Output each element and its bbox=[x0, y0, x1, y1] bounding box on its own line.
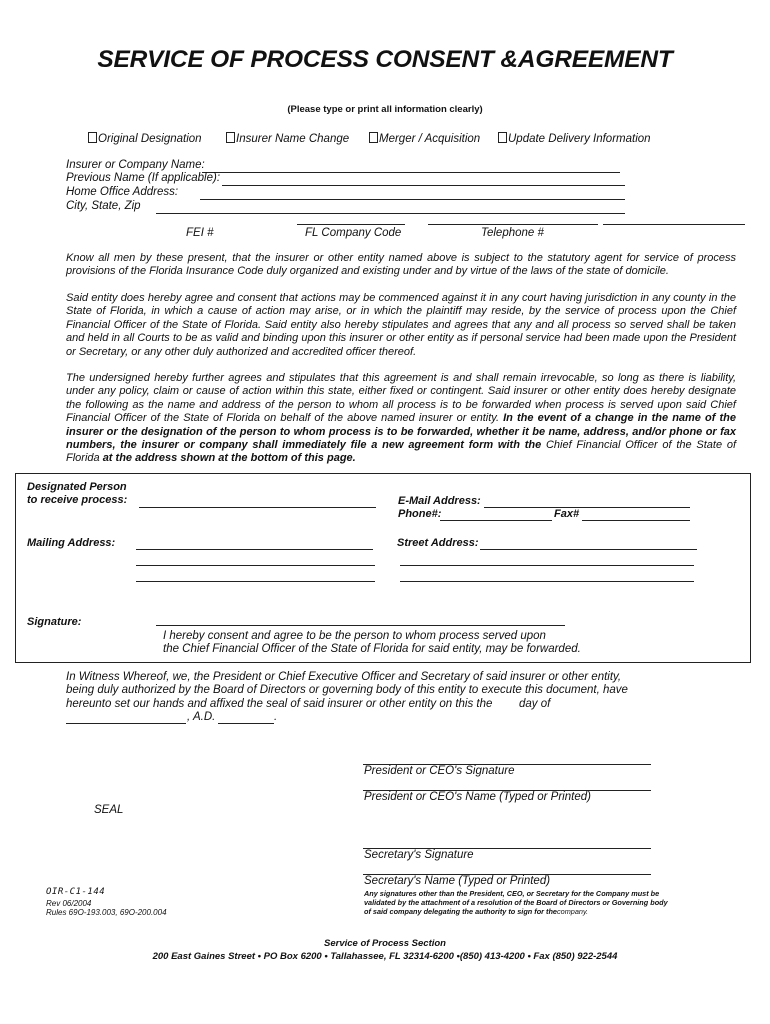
telephone-field[interactable] bbox=[428, 224, 598, 225]
designated-person-label: Designated Person bbox=[27, 481, 127, 493]
option-label: Merger / Acquisition bbox=[379, 133, 481, 145]
president-name-label: President or CEO's Name (Typed or Printed) bbox=[364, 791, 591, 803]
form-revision: Rev 06/2004 bbox=[46, 899, 92, 908]
city-state-zip-label: City, State, Zip bbox=[66, 200, 141, 212]
signature-note bbox=[364, 889, 684, 917]
consent-line-2: the Chief Financial Officer of the State of Florida for said entity, may be forwarded. bbox=[163, 643, 581, 655]
street-address-label: Street Address: bbox=[397, 537, 479, 549]
footer-section: Service of Process Section bbox=[324, 938, 446, 949]
cfo-text: Chief Financial Officer of the State of Florida bbox=[66, 439, 737, 465]
street-address-field-3[interactable] bbox=[400, 581, 694, 582]
option-label: Original Designation bbox=[98, 133, 202, 145]
checkbox-icon[interactable] bbox=[369, 132, 378, 143]
signature-note-line-1: Any signatures other than the President, CEO, or Secretary for the Company must be bbox=[364, 889, 660, 898]
witness-line-2: being duly authorized by the Board of Directors or governing body of this entity to execute this document, have bbox=[66, 684, 628, 696]
form-rules: Rules 69O-193.003, 69O-200.004 bbox=[46, 908, 167, 917]
secretary-name-label: Secretary's Name (Typed or Printed) bbox=[364, 875, 551, 887]
witness-line-3: hereunto set our hands and affixed the seal of said insurer or other entity on this the bbox=[66, 698, 493, 710]
change-notice-text: In the event of a change in the name of the insurer or the designation of the person to whom process is to be forwarded, whether it be name, address, and/or phone or fax numbers, the insurer or company shall immediately file a new agreement form with the bbox=[66, 412, 736, 452]
mailing-address-field-3[interactable] bbox=[136, 581, 375, 582]
mailing-address-label: Mailing Address: bbox=[27, 537, 116, 549]
telephone-label: Telephone # bbox=[481, 227, 544, 239]
signature-label: Signature: bbox=[27, 616, 82, 628]
street-address-field-2[interactable] bbox=[400, 565, 694, 566]
signature-note-line-3 bbox=[364, 907, 684, 916]
fax-field[interactable] bbox=[582, 520, 690, 521]
page-title: SERVICE OF PROCESS CONSENT &AGREEMENT bbox=[97, 46, 673, 73]
option-original-designation[interactable] bbox=[88, 132, 202, 145]
paragraph-know-all-men: Know all men by these present, that the insurer or other entity named above is subject to the statutory agent for service of process provisions of the Florida Insurance Code duly organized and existing under and by virtue of the laws of the state of domicile. bbox=[66, 252, 736, 278]
company-name-label: Insurer or Company Name: bbox=[66, 159, 205, 171]
option-merger-acquisition[interactable] bbox=[369, 132, 480, 145]
period-label: . bbox=[274, 711, 278, 723]
signature-note-line-2: validated by the attachment of a resolution of the Board of Directors or Governing body bbox=[364, 898, 668, 908]
email-label: E-Mail Address: bbox=[398, 495, 481, 507]
form-number: OIR-C1-144 bbox=[46, 887, 106, 897]
witness-line-1: In Witness Whereof, we, the President or Chief Executive Officer and Secretary of said insurer or other entity, bbox=[66, 671, 622, 683]
checkbox-icon[interactable] bbox=[498, 132, 507, 143]
checkbox-icon[interactable] bbox=[226, 132, 235, 143]
address-notice-text: at the address shown at the bottom of this page. bbox=[102, 452, 356, 465]
designee-signature-field[interactable] bbox=[156, 625, 565, 626]
president-signature-label: President or CEO's Signature bbox=[364, 765, 515, 777]
paragraph-consent: Said entity does hereby agree and consent that actions may be commenced against it in any court having jurisdiction in any county in the State of Florida, in which a cause of action may arise, or in which the plaintiff may reside, by the service of process upon the Chief Financial Officer of the State of Florida. Said entity also hereby stipulates and agrees that any and all process so served shall be taken and held in all Courts to be as valid and binding upon this insurer or other entity as if personal service had been made upon the President or Secretary, or any other duly authorized and accredited officer thereof. bbox=[66, 292, 736, 358]
paragraph-irrevocable bbox=[66, 372, 736, 466]
signature-note-line-3-text: of said company delegating the authority to sign for the bbox=[364, 907, 557, 917]
previous-name-label: Previous Name (If applicable): bbox=[66, 172, 221, 184]
option-label: Insurer Name Change bbox=[236, 133, 350, 145]
email-field[interactable] bbox=[484, 507, 690, 508]
fei-label: FEI # bbox=[186, 227, 214, 239]
previous-name-field[interactable] bbox=[222, 185, 625, 186]
footer-address: 200 East Gaines Street • PO Box 6200 • Tallahassee, FL 32314-6200 •(850) 413-4200 • Fax (850) 922-2544 bbox=[152, 951, 618, 962]
fl-company-code-label: FL Company Code bbox=[305, 227, 402, 239]
designated-person-field[interactable] bbox=[139, 507, 376, 508]
home-office-field[interactable] bbox=[200, 199, 625, 200]
signature-note-line-3-end: company. bbox=[556, 907, 589, 917]
to-receive-process-label: to receive process: bbox=[27, 494, 128, 506]
seal-label: SEAL bbox=[94, 804, 124, 816]
mailing-address-field-1[interactable] bbox=[136, 549, 373, 550]
checkbox-icon[interactable] bbox=[88, 132, 97, 143]
fl-company-code-field[interactable] bbox=[297, 224, 405, 225]
street-address-field-1[interactable] bbox=[480, 549, 697, 550]
home-office-label: Home Office Address: bbox=[66, 186, 179, 198]
mailing-address-field-2[interactable] bbox=[136, 565, 375, 566]
year-field[interactable] bbox=[218, 723, 274, 724]
company-name-field[interactable] bbox=[202, 172, 620, 173]
secretary-signature-label: Secretary's Signature bbox=[364, 849, 474, 861]
page-subtitle: (Please type or print all information clearly) bbox=[287, 104, 483, 115]
fax-label: Fax# bbox=[554, 508, 580, 520]
phone-label: Phone#: bbox=[398, 508, 442, 520]
consent-line-1: I hereby consent and agree to be the person to whom process served upon bbox=[163, 630, 546, 642]
day-of-label: day of bbox=[519, 698, 551, 710]
extra-field[interactable] bbox=[603, 224, 745, 225]
city-state-zip-field[interactable] bbox=[156, 213, 625, 214]
month-field[interactable] bbox=[66, 723, 186, 724]
ad-label: , A.D. bbox=[187, 711, 216, 723]
option-update-delivery[interactable] bbox=[498, 132, 651, 145]
option-insurer-name-change[interactable] bbox=[226, 132, 349, 145]
phone-field[interactable] bbox=[440, 520, 552, 521]
irrevocable-text: The undersigned hereby further agrees and stipulates that this agreement is and shall remain irrevocable, so long as there is liability, under any policy, claim or cause of action within this state, either fixed or contingent. Said insurer or other entity does hereby designate the following as the name and address of the person to whom all process is to be forwarded when process is served upon said Chief Financial Officer of the State of Florida on behalf of the above named insurer or entity. bbox=[66, 372, 736, 425]
option-label: Update Delivery Information bbox=[508, 133, 651, 145]
